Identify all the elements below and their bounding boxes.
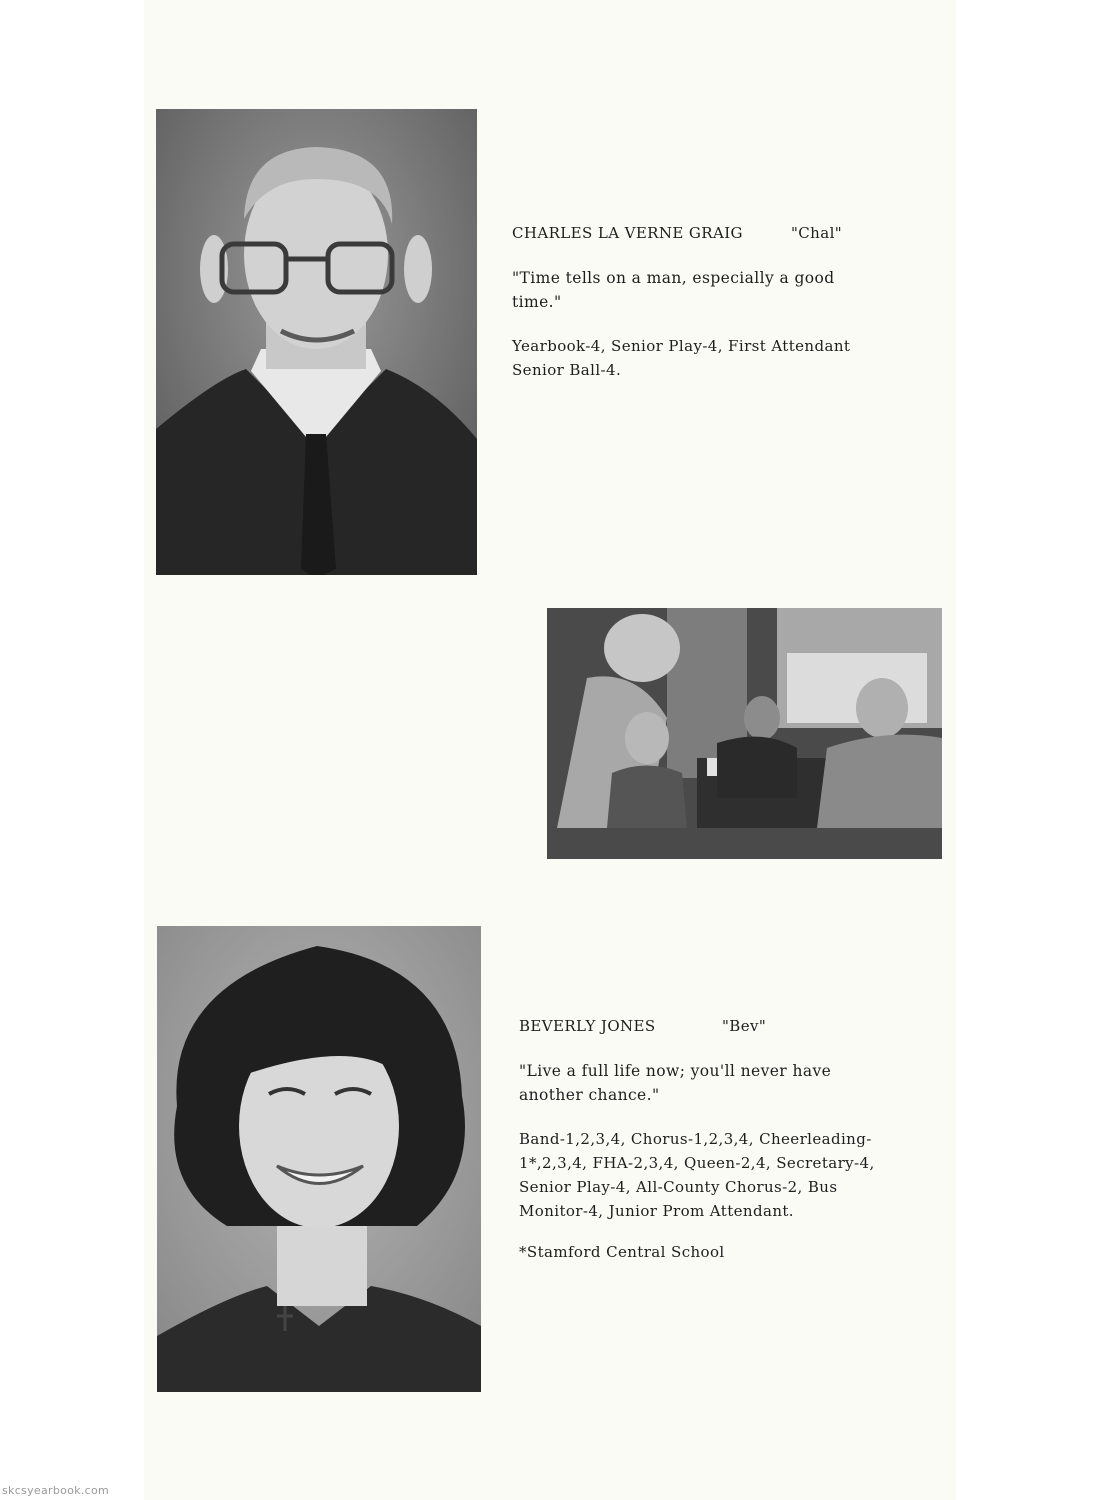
- student-activities: Band-1,2,3,4, Chorus-1,2,3,4, Cheerleading-1*,2,3,4, FHA-2,3,4, Queen-2,4, Secretary-4, Senior Play-4, All-County Chorus-2, Bus Monitor-4, Junior Prom Attendant.: [519, 1130, 875, 1220]
- student-entry: [512, 224, 857, 382]
- candid-classroom-photo: [547, 608, 942, 859]
- student-nickname: "Bev": [722, 1017, 767, 1035]
- student-nickname: "Chal": [791, 224, 843, 242]
- student-quote: "Live a full life now; you'll never have another chance.": [519, 1062, 832, 1104]
- senior-portrait-photo: [157, 926, 481, 1392]
- student-name: CHARLES LA VERNE GRAIG: [512, 224, 743, 242]
- student-name: BEVERLY JONES: [519, 1017, 656, 1035]
- site-watermark: skcsyearbook.com: [2, 1484, 110, 1497]
- senior-portrait-photo: [156, 109, 477, 575]
- footnote: *Stamford Central School: [519, 1243, 725, 1261]
- student-quote: "Time tells on a man, especially a good time.": [512, 269, 835, 311]
- student-entry: [519, 1017, 881, 1261]
- student-activities: Yearbook-4, Senior Play-4, First Attendant Senior Ball-4.: [512, 337, 851, 379]
